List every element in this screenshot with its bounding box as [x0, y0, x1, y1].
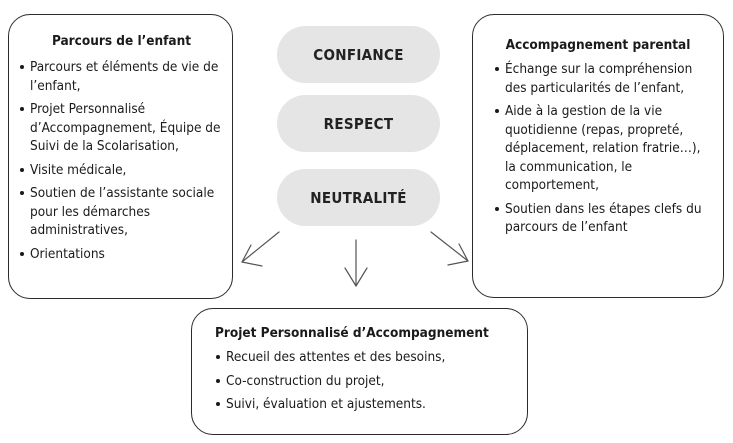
accompagnement-parental-title: Accompagnement parental — [505, 37, 691, 53]
list-item: Orientations — [19, 245, 224, 264]
list-item: Aide à la gestion de la vie quotidienne (repas, propreté, déplacement, relation fratrie…), la communication, le comportement, — [494, 102, 715, 195]
list-item: Soutien de l’assistante sociale pour les démarches administratives, — [19, 184, 224, 240]
arrow-down-icon — [345, 240, 367, 286]
projet-personnalise-title: Projet Personnalisé d’Accompagnement — [215, 325, 489, 341]
list-item: Échange sur la compréhension des particularités de l’enfant, — [494, 60, 715, 97]
value-respect: RESPECT — [277, 95, 440, 152]
list-item: Visite médicale, — [19, 161, 224, 180]
value-confiance: CONFIANCE — [277, 26, 440, 83]
list-item: Suivi, évaluation et ajustements. — [215, 395, 517, 414]
value-neutralite: NEUTRALITÉ — [277, 169, 440, 226]
list-item: Co-construction du projet, — [215, 372, 517, 391]
list-item: Recueil des attentes et des besoins, — [215, 348, 517, 367]
list-item: Soutien dans les étapes clefs du parcours de l’enfant — [494, 200, 715, 237]
arrow-left-icon — [242, 232, 279, 266]
parcours-enfant-title: Parcours de l’enfant — [51, 33, 192, 49]
list-item: Projet Personnalisé d’Accompagnement, Équipe de Suivi de la Scolarisation, — [19, 100, 224, 156]
arrow-right-icon — [431, 232, 468, 265]
list-item: Parcours et éléments de vie de l’enfant, — [19, 58, 224, 95]
